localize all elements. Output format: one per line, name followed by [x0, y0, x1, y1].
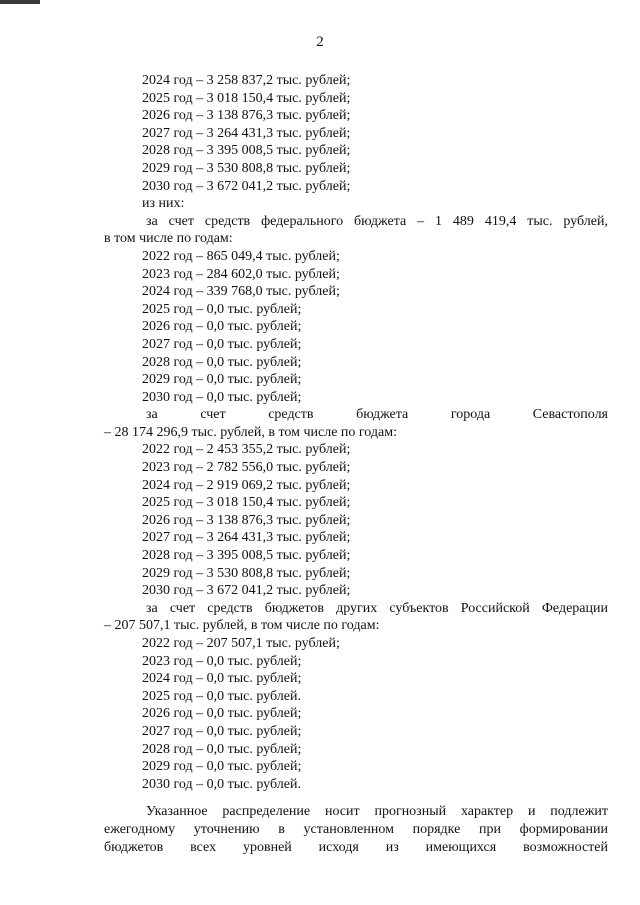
year-line: 2028 год – 3 395 008,5 тыс. рублей; [142, 143, 351, 159]
year-line: 2029 год – 0,0 тыс. рублей; [142, 372, 302, 388]
year-line: 2028 год – 0,0 тыс. рублей; [142, 354, 302, 370]
final-paragraph-line3: бюджетов всех уровней исходя из имеющихся возможностей [104, 839, 608, 855]
year-line: 2027 год – 3 264 431,3 тыс. рублей; [142, 125, 351, 141]
year-line: 2028 год – 3 395 008,5 тыс. рублей; [142, 548, 351, 564]
federal-intro-line1: за счет средств федерального бюджета – 1 489 419,4 тыс. рублей, [146, 213, 608, 229]
year-line: 2030 год – 0,0 тыс. рублей; [142, 389, 302, 405]
year-line: 2027 год – 0,0 тыс. рублей; [142, 723, 302, 739]
sevastopol-intro-line2: – 28 174 296,9 тыс. рублей, в том числе по годам: [104, 424, 397, 440]
year-line: 2025 год – 3 018 150,4 тыс. рублей; [142, 495, 351, 511]
sevastopol-intro-line1: за счет средств бюджета города Севастополя [146, 407, 608, 423]
other-subjects-intro-line2: – 207 507,1 тыс. рублей, в том числе по годам: [104, 618, 380, 634]
year-line: 2025 год – 3 018 150,4 тыс. рублей; [142, 90, 351, 106]
other-subjects-budget-section [104, 600, 608, 794]
year-line: 2025 год – 0,0 тыс. рублей. [142, 688, 301, 704]
page-number: 2 [316, 34, 324, 50]
final-paragraph-line1: Указанное распределение носит прогнозный характер и подлежит [146, 804, 608, 820]
year-line: 2022 год – 2 453 355,2 тыс. рублей; [142, 442, 351, 458]
federal-budget-section [104, 213, 608, 407]
document-body [104, 72, 608, 856]
final-paragraph-line2: ежегодному уточнению в установленном порядке при формировании [104, 821, 608, 837]
sevastopol-budget-section [104, 406, 608, 600]
year-line: 2030 год – 3 672 041,2 тыс. рублей; [142, 178, 351, 194]
year-line: 2026 год – 3 138 876,3 тыс. рублей; [142, 512, 351, 528]
year-line: 2029 год – 3 530 808,8 тыс. рублей; [142, 160, 351, 176]
total-financing-years [104, 72, 608, 213]
year-line: 2023 год – 284 602,0 тыс. рублей; [142, 266, 340, 282]
year-line: 2024 год – 3 258 837,2 тыс. рублей; [142, 73, 351, 88]
final-paragraph [104, 803, 608, 856]
year-line: 2028 год – 0,0 тыс. рублей; [142, 741, 302, 757]
year-line: 2023 год – 0,0 тыс. рублей; [142, 653, 302, 669]
year-line: 2029 год – 0,0 тыс. рублей; [142, 759, 302, 775]
federal-intro-line2: в том числе по годам: [104, 231, 233, 247]
of-which-label: из них: [142, 196, 185, 212]
year-line: 2024 год – 2 919 069,2 тыс. рублей; [142, 477, 351, 493]
year-line: 2026 год – 0,0 тыс. рублей; [142, 319, 302, 335]
scan-corner-mark [0, 0, 40, 4]
year-line: 2030 год – 3 672 041,2 тыс. рублей; [142, 583, 351, 599]
year-line: 2029 год – 3 530 808,8 тыс. рублей; [142, 565, 351, 581]
year-line: 2030 год – 0,0 тыс. рублей. [142, 776, 301, 792]
year-line: 2027 год – 0,0 тыс. рублей; [142, 336, 302, 352]
paragraph-spacer [104, 793, 608, 803]
year-line: 2027 год – 3 264 431,3 тыс. рублей; [142, 530, 351, 546]
year-line: 2026 год – 3 138 876,3 тыс. рублей; [142, 108, 351, 124]
year-line: 2022 год – 207 507,1 тыс. рублей; [142, 636, 340, 651]
other-subjects-intro-line1: за счет средств бюджетов других субъектов Российской Федерации [146, 600, 608, 616]
year-line: 2026 год – 0,0 тыс. рублей; [142, 706, 302, 722]
year-line: 2023 год – 2 782 556,0 тыс. рублей; [142, 460, 351, 476]
year-line: 2024 год – 0,0 тыс. рублей; [142, 671, 302, 687]
year-line: 2024 год – 339 768,0 тыс. рублей; [142, 284, 340, 300]
year-line: 2022 год – 865 049,4 тыс. рублей; [142, 248, 340, 264]
year-line: 2025 год – 0,0 тыс. рублей; [142, 301, 302, 317]
